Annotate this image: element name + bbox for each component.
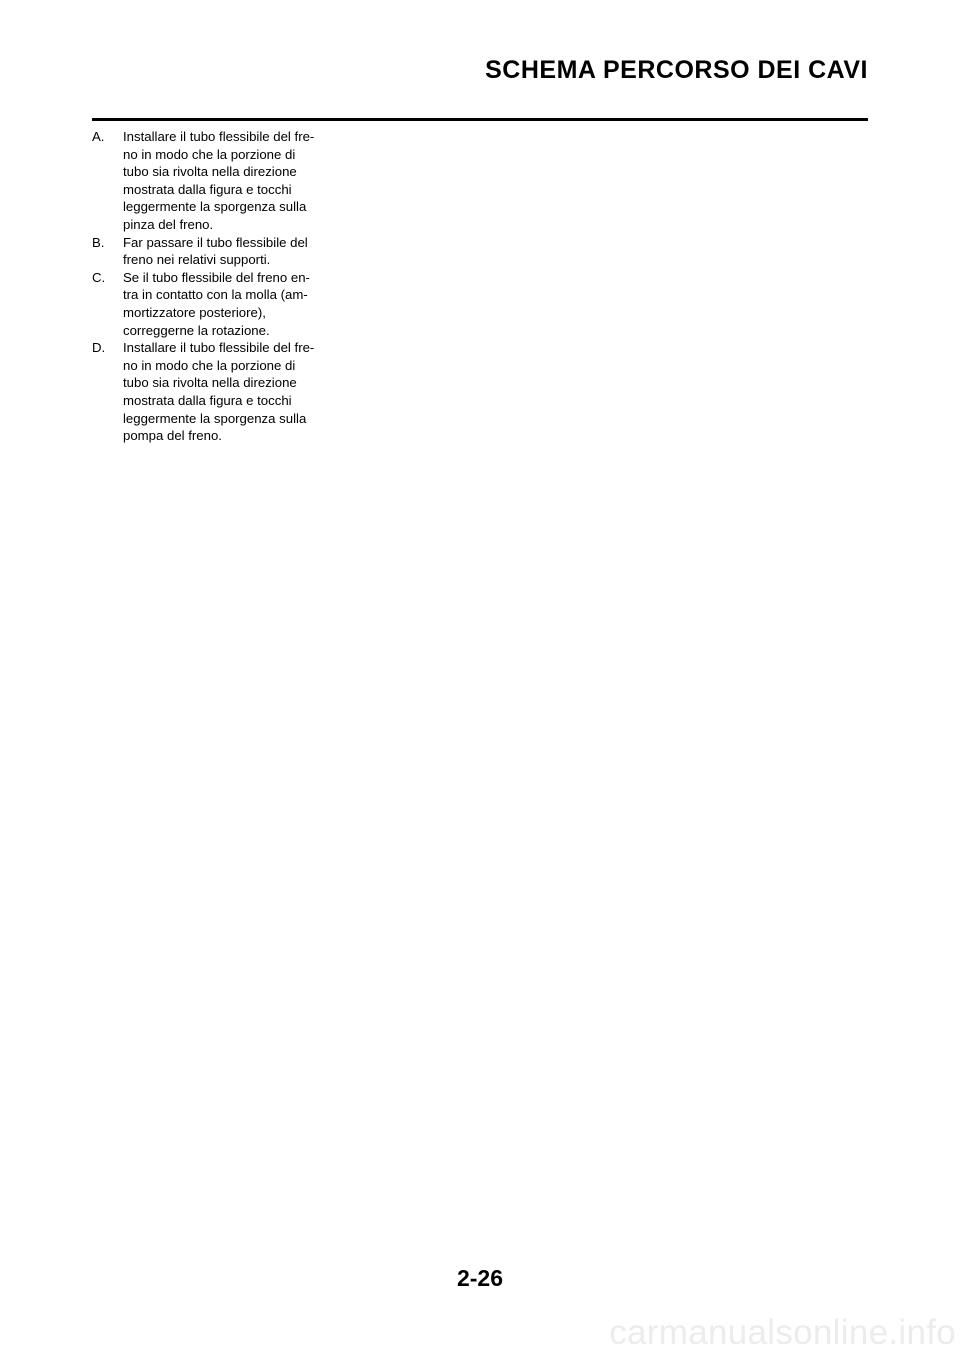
instruction-line: correggerne la rotazione.: [123, 322, 270, 338]
page-title: SCHEMA PERCORSO DEI CAVI: [485, 56, 868, 84]
instruction-item: [92, 339, 342, 445]
header-divider: [92, 118, 868, 121]
instruction-marker: C.: [92, 269, 106, 285]
instruction-line: pinza del freno.: [123, 216, 214, 232]
instruction-marker: B.: [92, 234, 105, 250]
instruction-line: leggermente la sporgenza sulla: [123, 410, 307, 426]
page-number: 2-26: [456, 1265, 504, 1291]
instruction-line: tubo sia rivolta nella direzione: [123, 375, 297, 391]
instruction-marker: A.: [92, 129, 105, 144]
instruction-list: [92, 128, 342, 445]
instruction-line: no in modo che la porzione di: [123, 357, 296, 373]
instruction-line: pompa del freno.: [123, 428, 222, 444]
instruction-line: mortizzatore posteriore),: [123, 304, 266, 320]
instruction-line: freno nei relativi supporti.: [123, 252, 271, 268]
instruction-item: [92, 128, 342, 234]
instruction-line: Far passare il tubo flessibile del: [123, 234, 308, 250]
instruction-line: tubo sia rivolta nella direzione: [123, 164, 297, 180]
instruction-line: Installare il tubo flessibile del fre-: [123, 340, 315, 356]
instruction-marker: D.: [92, 340, 106, 356]
instruction-line: mostrata dalla figura e tocchi: [123, 181, 292, 197]
instruction-line: mostrata dalla figura e tocchi: [123, 392, 292, 408]
instruction-line: Installare il tubo flessibile del fre-: [123, 129, 315, 144]
instruction-line: leggermente la sporgenza sulla: [123, 199, 307, 215]
instruction-line: tra in contatto con la molla (am-: [123, 287, 308, 303]
watermark-text: carmanualsonline.info: [609, 1313, 956, 1352]
instruction-line: Se il tubo flessibile del freno en-: [123, 269, 310, 285]
instruction-line: no in modo che la porzione di: [123, 146, 296, 162]
instruction-item: [92, 234, 342, 269]
instruction-item: [92, 269, 342, 339]
